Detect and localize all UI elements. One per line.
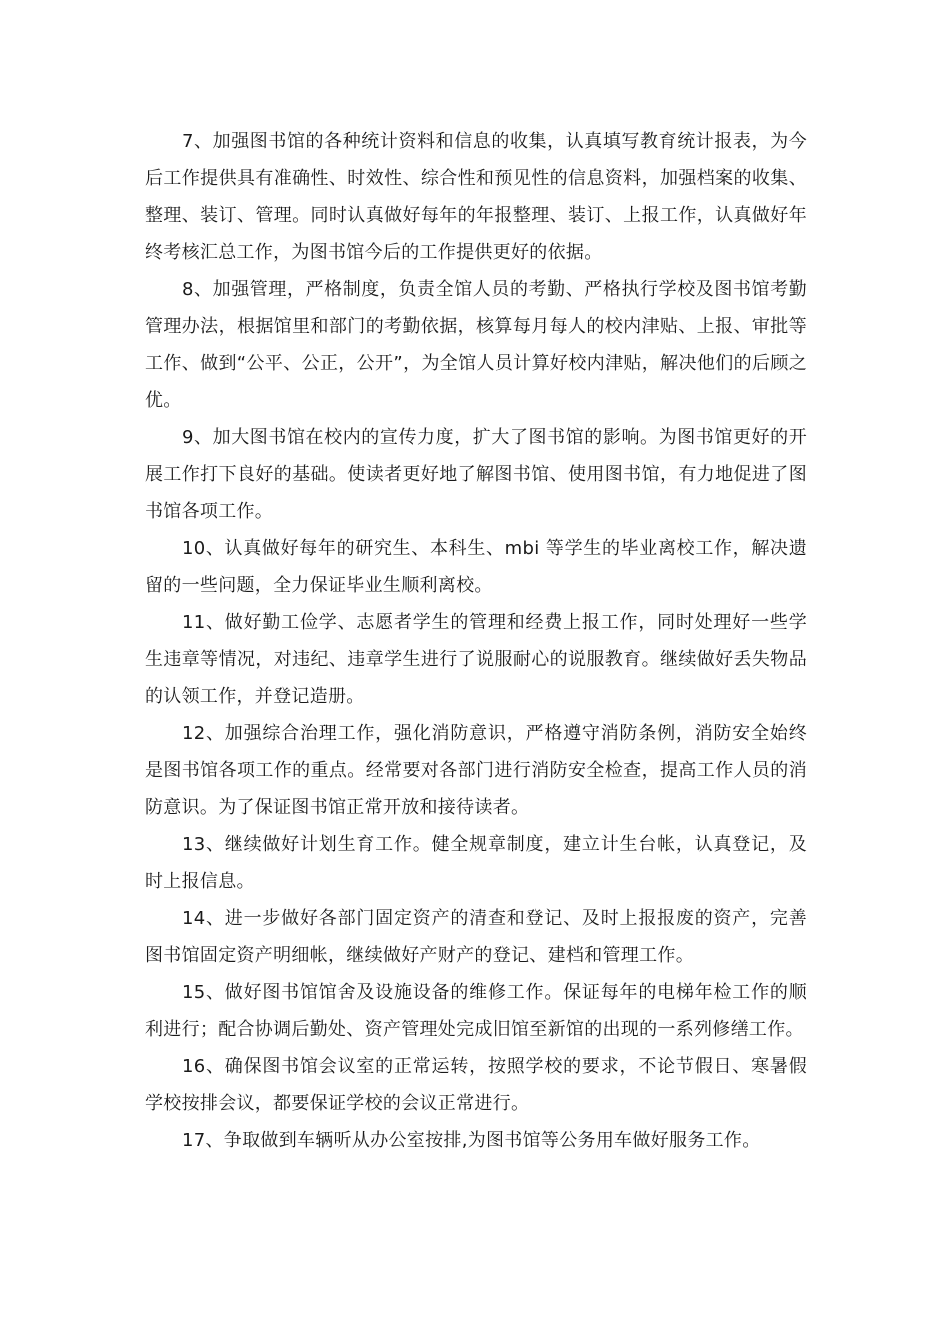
paragraph-item-11: 11、做好勤工俭学、志愿者学生的管理和经费上报工作，同时处理好一些学生违章等情况，对违纪、违章学生进行了说服耐心的说服教育。继续做好丢失物品的认领工作，并登记造册。 <box>145 612 807 707</box>
paragraph-item-16: 16、确保图书馆会议室的正常运转，按照学校的要求，不论节假日、寒暑假学校按排会议，都要保证学校的会议正常进行。 <box>145 1056 807 1114</box>
paragraph-item-15: 15、做好图书馆馆舍及设施设备的维修工作。保证每年的电梯年检工作的顺利进行；配合协调后勤处、资产管理处完成旧馆至新馆的出现的一系列修缮工作。 <box>145 982 807 1040</box>
document-body <box>145 123 807 1159</box>
paragraph-item-17: 17、争取做到车辆听从办公室按排,为图书馆等公务用车做好服务工作。 <box>182 1130 761 1151</box>
paragraph-item-9: 9、加大图书馆在校内的宣传力度，扩大了图书馆的影响。为图书馆更好的开展工作打下良好的基础。使读者更好地了解图书馆、使用图书馆，有力地促进了图书馆各项工作。 <box>145 427 807 522</box>
paragraph-item-13: 13、继续做好计划生育工作。健全规章制度，建立计生台帐，认真登记，及时上报信息。 <box>145 834 807 892</box>
paragraph-item-7: 7、加强图书馆的各种统计资料和信息的收集，认真填写教育统计报表，为今后工作提供具有准确性、时效性、综合性和预见性的信息资料，加强档案的收集、整理、装订、管理。同时认真做好每年的年报整理、装订、上报工作，认真做好年终考核汇总工作，为图书馆今后的工作提供更好的依据。 <box>145 131 807 263</box>
paragraph-item-10: 10、认真做好每年的研究生、本科生、mbi 等学生的毕业离校工作，解决遗留的一些问题，全力保证毕业生顺利离校。 <box>145 538 807 596</box>
paragraph-item-8: 8、加强管理，严格制度，负责全馆人员的考勤、严格执行学校及图书馆考勤管理办法，根据馆里和部门的考勤依据，核算每月每人的校内津贴、上报、审批等工作、做到“公平、公正，公开”，为全馆人员计算好校内津贴，解决他们的后顾之优。 <box>145 279 807 411</box>
paragraph-item-14: 14、进一步做好各部门固定资产的清查和登记、及时上报报废的资产，完善图书馆固定资产明细帐，继续做好产财产的登记、建档和管理工作。 <box>145 908 807 966</box>
paragraph-item-12: 12、加强综合治理工作，强化消防意识，严格遵守消防条例，消防安全始终是图书馆各项工作的重点。经常要对各部门进行消防安全检查，提高工作人员的消防意识。为了保证图书馆正常开放和接待读者。 <box>145 723 807 818</box>
